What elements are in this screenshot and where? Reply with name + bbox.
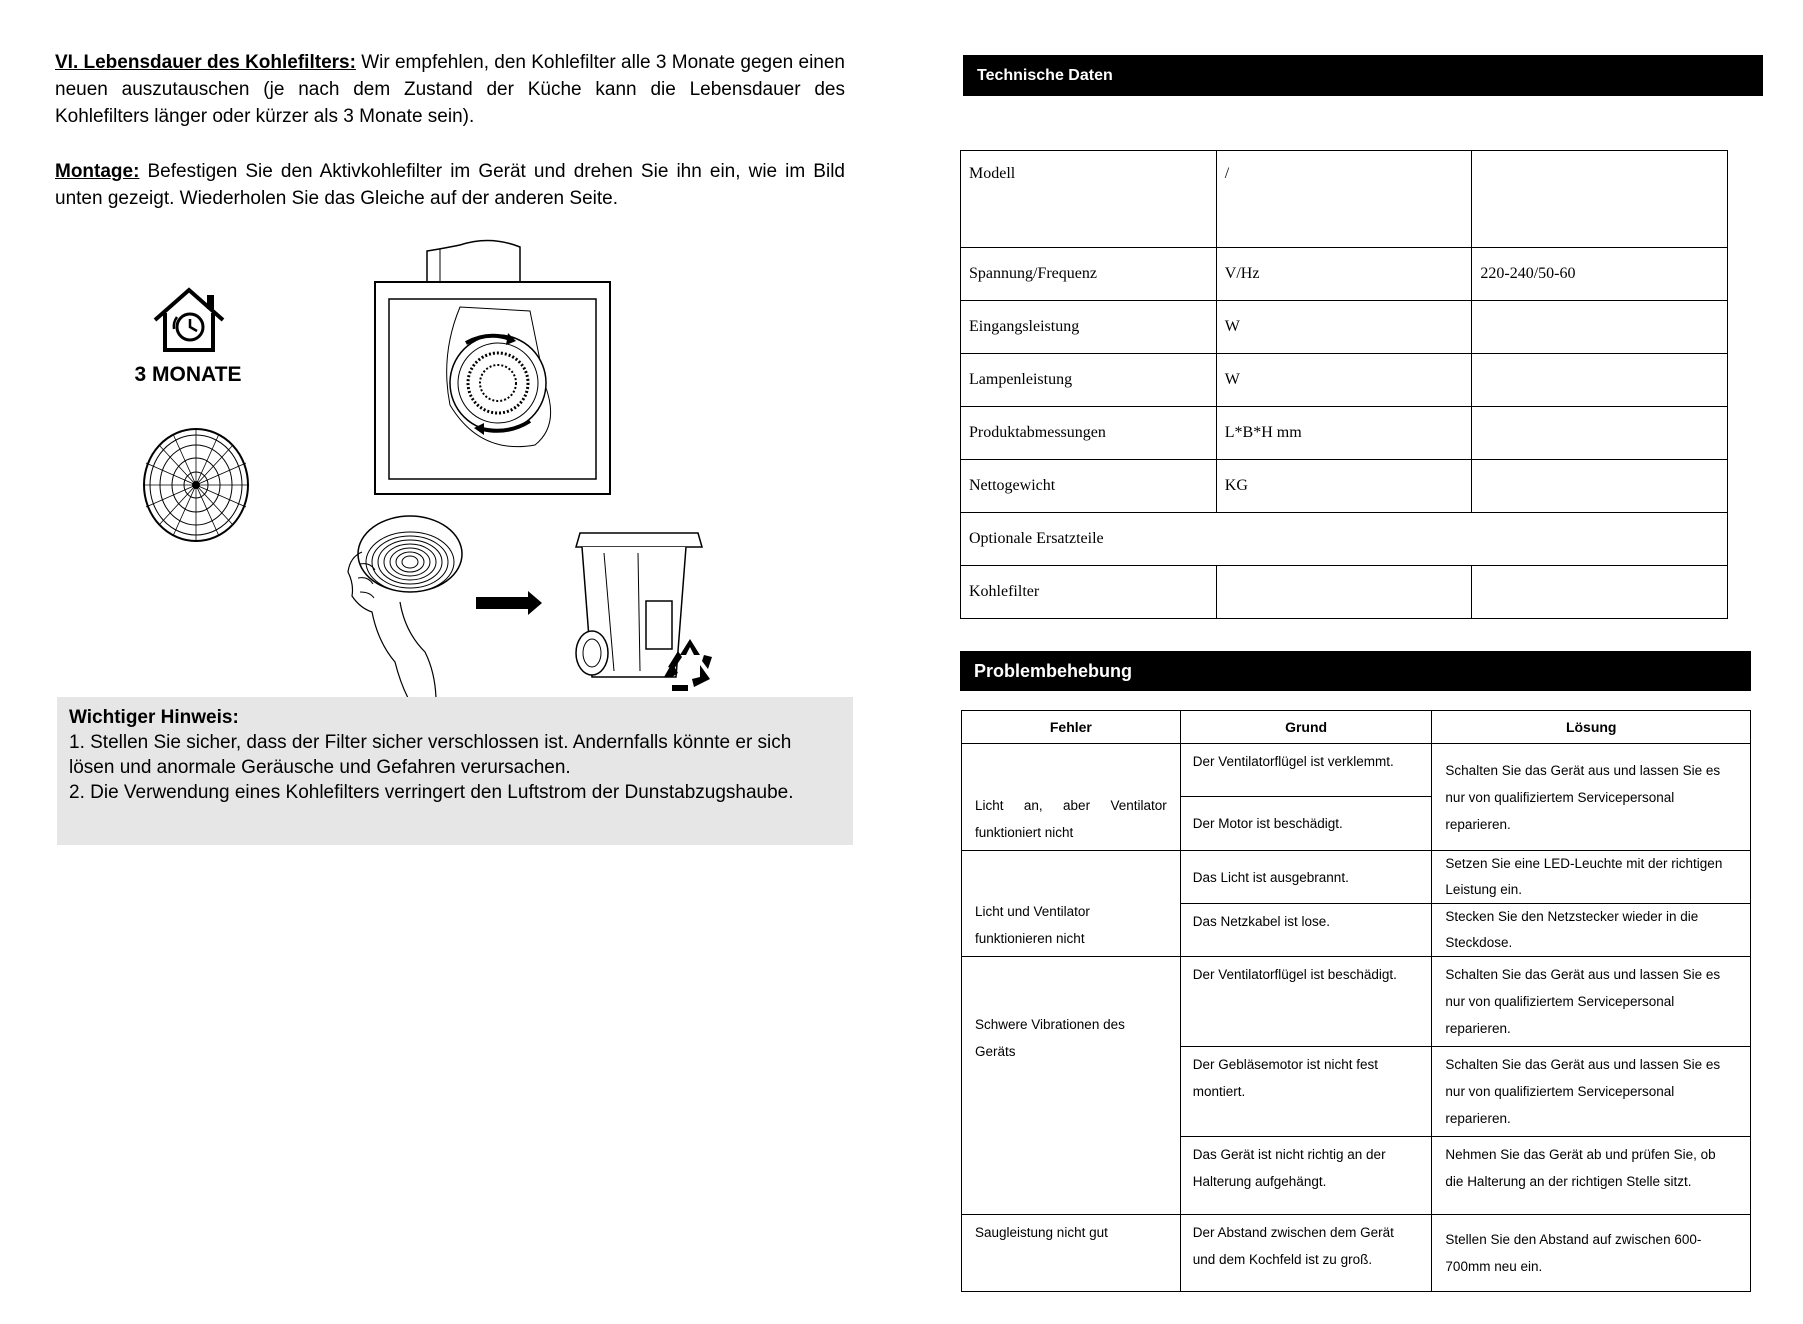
tech-label-cell: Kohlefilter bbox=[961, 566, 1217, 619]
header-fault: Fehler bbox=[962, 711, 1181, 744]
fan-grille-icon bbox=[140, 425, 252, 545]
cause-cell: Der Motor ist beschädigt. bbox=[1180, 797, 1432, 851]
fault-line-2: funktioniert nicht bbox=[975, 825, 1074, 840]
tech-label-cell: Produktabmessungen bbox=[961, 407, 1217, 460]
cause-cell: Das Licht ist ausgebrannt. bbox=[1180, 851, 1432, 904]
table-row bbox=[961, 151, 1728, 248]
solution-cell: Schalten Sie das Gerät aus und lassen Sie es nur von qualifiziertem Servicepersonal reparieren. bbox=[1432, 744, 1751, 851]
solution-cell: Stecken Sie den Netzstecker wieder in die Steckdose. bbox=[1432, 904, 1751, 957]
table-row bbox=[962, 957, 1751, 1047]
tech-data-heading: Technische Daten bbox=[963, 55, 1763, 96]
fault-cell: Saugleistung nicht gut bbox=[962, 1215, 1181, 1292]
troubleshooting-heading: Problembehebung bbox=[960, 651, 1751, 691]
tech-unit-cell: V/Hz bbox=[1216, 248, 1472, 301]
table-row bbox=[962, 851, 1751, 904]
tech-section-cell: Optionale Ersatzteile bbox=[961, 513, 1728, 566]
table-row bbox=[961, 301, 1728, 354]
arrow-head-icon bbox=[528, 591, 542, 615]
tech-unit-cell: KG bbox=[1216, 460, 1472, 513]
table-row bbox=[961, 460, 1728, 513]
house-clock-icon bbox=[150, 285, 228, 355]
tech-value-cell bbox=[1472, 407, 1728, 460]
table-row bbox=[961, 407, 1728, 460]
mounting-heading: Montage: bbox=[55, 161, 140, 182]
tech-label-cell: Lampenleistung bbox=[961, 354, 1217, 407]
troubleshooting-table bbox=[961, 710, 1751, 1292]
filter-lifetime-paragraph bbox=[55, 49, 845, 130]
tech-data-table bbox=[960, 150, 1728, 619]
solution-cell: Stellen Sie den Abstand auf zwischen 600-700mm neu ein. bbox=[1432, 1215, 1751, 1292]
cause-cell: Das Netzkabel ist lose. bbox=[1180, 904, 1432, 957]
tech-value-cell: 220-240/50-60 bbox=[1472, 248, 1728, 301]
tech-unit-cell: / bbox=[1216, 151, 1472, 248]
important-note-title: Wichtiger Hinweis: bbox=[69, 707, 239, 728]
months-label: 3 MONATE bbox=[134, 363, 242, 386]
cause-cell: Der Gebläsemotor ist nicht fest montiert. bbox=[1180, 1047, 1432, 1137]
tech-label-cell: Modell bbox=[961, 151, 1217, 248]
hand-holding-filter-illustration bbox=[340, 512, 465, 700]
fault-cell bbox=[962, 744, 1181, 851]
fault-cell: Licht und Ventilator funktionieren nicht bbox=[962, 851, 1181, 957]
cause-cell: Der Abstand zwischen dem Gerät und dem Kochfeld ist zu groß. bbox=[1180, 1215, 1432, 1292]
tech-unit-cell: L*B*H mm bbox=[1216, 407, 1472, 460]
fault-line-1: Licht an, aber Ventilator bbox=[975, 798, 1167, 813]
solution-cell: Schalten Sie das Gerät aus und lassen Sie es nur von qualifiziertem Servicepersonal reparieren. bbox=[1432, 1047, 1751, 1137]
tech-label-cell: Nettogewicht bbox=[961, 460, 1217, 513]
filter-lifetime-heading: VI. Lebensdauer des Kohlefilters: bbox=[55, 52, 356, 73]
cause-cell: Der Ventilatorflügel ist beschädigt. bbox=[1180, 957, 1432, 1047]
hood-filter-installation-illustration bbox=[370, 235, 620, 500]
right-arrow-icon bbox=[476, 597, 532, 609]
filter-lifetime-text: Wir empfehlen, den Kohlefilter alle 3 Monate gegen einen neuen auszutauschen (je nach dem Zustand der Küche kann die Lebensdauer des Kohlefilters länger oder kürzer als 3 Monate sein). bbox=[55, 52, 845, 127]
trash-bin-recycle-icon bbox=[568, 527, 718, 692]
solution-cell: Schalten Sie das Gerät aus und lassen Sie es nur von qualifiziertem Servicepersonal reparieren. bbox=[1432, 957, 1751, 1047]
mounting-paragraph bbox=[55, 158, 845, 212]
tech-label-cell: Spannung/Frequenz bbox=[961, 248, 1217, 301]
tech-value-cell bbox=[1472, 301, 1728, 354]
table-header-row bbox=[962, 711, 1751, 744]
table-row bbox=[961, 566, 1728, 619]
solution-cell: Nehmen Sie das Gerät ab und prüfen Sie, ob die Halterung an der richtigen Stelle sitzt. bbox=[1432, 1137, 1751, 1215]
important-note-item-2: 2. Die Verwendung eines Kohlefilters verringert den Luftstrom der Dunstabzugshaube. bbox=[69, 782, 794, 803]
tech-unit-cell bbox=[1216, 566, 1472, 619]
header-cause: Grund bbox=[1180, 711, 1432, 744]
cause-cell: Der Ventilatorflügel ist verklemmt. bbox=[1180, 744, 1432, 797]
tech-value-cell bbox=[1472, 566, 1728, 619]
header-solution: Lösung bbox=[1432, 711, 1751, 744]
tech-unit-cell: W bbox=[1216, 301, 1472, 354]
table-row bbox=[962, 744, 1751, 797]
mounting-text: Befestigen Sie den Aktivkohlefilter im Gerät und drehen Sie ihn ein, wie im Bild unten gezeigt. Wiederholen Sie das Gleiche auf der anderen Seite. bbox=[55, 161, 845, 209]
important-note-box bbox=[57, 697, 853, 845]
tech-label-cell: Eingangsleistung bbox=[961, 301, 1217, 354]
cause-cell: Das Gerät ist nicht richtig an der Halterung aufgehängt. bbox=[1180, 1137, 1432, 1215]
important-note-item-1: 1. Stellen Sie sicher, dass der Filter sicher verschlossen ist. Andernfalls könnte er sich lösen und anormale Geräusche und Gefahren verursachen. bbox=[69, 732, 792, 778]
tech-value-cell bbox=[1472, 151, 1728, 248]
tech-value-cell bbox=[1472, 354, 1728, 407]
table-row bbox=[962, 1215, 1751, 1292]
table-row bbox=[961, 248, 1728, 301]
table-row bbox=[961, 513, 1728, 566]
solution-cell: Setzen Sie eine LED-Leuchte mit der richtigen Leistung ein. bbox=[1432, 851, 1751, 904]
tech-value-cell bbox=[1472, 460, 1728, 513]
table-row bbox=[961, 354, 1728, 407]
fault-cell: Schwere Vibrationen des Geräts bbox=[962, 957, 1181, 1215]
tech-unit-cell: W bbox=[1216, 354, 1472, 407]
